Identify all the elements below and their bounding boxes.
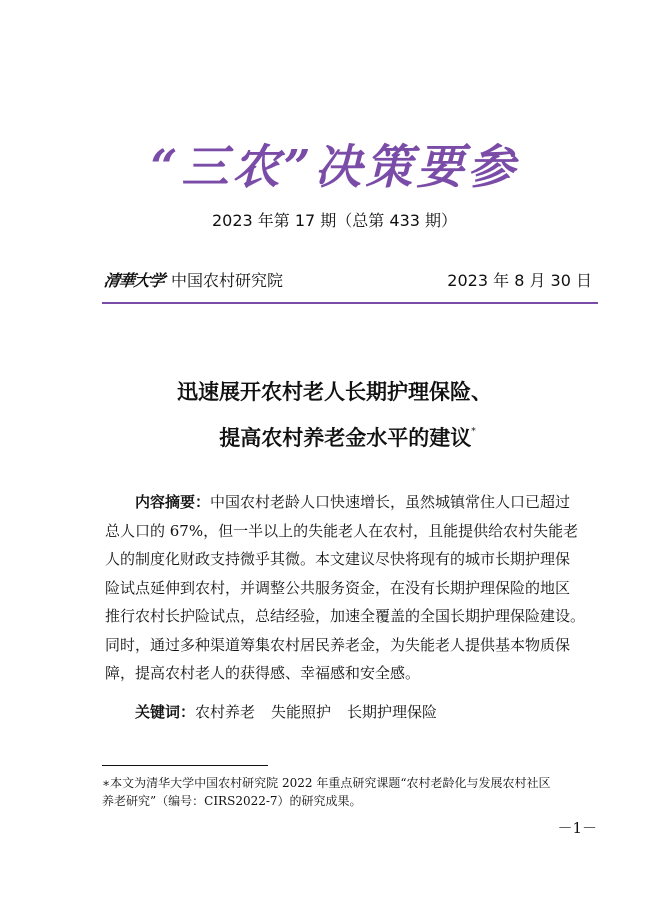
- header-divider: [102, 302, 598, 304]
- abstract-line: 推行农村长护险试点，总结经验，加速全覆盖的全国长期护理保险建设。: [105, 607, 586, 625]
- publication-header: [102, 268, 598, 294]
- footnote-line-1: ∗本文为清华大学中国农村研究院 2022 年重点研究课题“农村老龄化与发展农村社区: [102, 776, 551, 790]
- footnote: [102, 774, 602, 810]
- issue-number: 2023 年第 17 期（总第 433 期）: [211, 211, 458, 230]
- page-number: －1－: [557, 819, 597, 837]
- publication-title: “三农”决策要参: [150, 140, 519, 195]
- abstract-line: 人的制度化财政支持微乎其微。本文建议尽快将现有的城市长期护理保: [105, 550, 571, 568]
- institute-name: 中国农村研究院: [171, 271, 284, 290]
- footnote-marker: *: [471, 427, 476, 437]
- article-title-line-1: 迅速展开农村老人长期护理保险、: [177, 379, 492, 404]
- abstract-line: 障，提高农村老人的获得感、幸福感和安全感。: [105, 664, 421, 682]
- abstract-text: 中国农村老龄人口快速增长，虽然城镇常住人口已超过: [210, 493, 571, 511]
- keywords-label: 关键词：: [135, 703, 196, 721]
- article-title-line-2-text: 提高农村养老金水平的建议: [219, 425, 472, 450]
- publication-date: 2023 年 8 月 30 日: [447, 271, 592, 290]
- abstract: [105, 488, 598, 688]
- keyword: 农村养老: [195, 703, 256, 721]
- footnote-line-2: 养老研究”（编号：CIRS2022-7）的研究成果。: [102, 794, 362, 808]
- footnote-divider: [102, 765, 268, 766]
- abstract-line: 同时，通过多种渠道筹集农村居民养老金，为失能老人提供基本物质保: [105, 635, 571, 654]
- keyword: 长期护理保险: [347, 703, 438, 721]
- abstract-line: 总人口的 67%，但一半以上的失能老人在农村，且能提供给农村失能老: [105, 521, 579, 540]
- abstract-line: [105, 488, 598, 517]
- tsinghua-logo: 清華大学: [102, 271, 166, 290]
- abstract-line: 险试点延伸到农村，并调整公共服务资金，在没有长期护理保险的地区: [105, 578, 571, 597]
- abstract-label: 内容摘要：: [135, 493, 211, 511]
- keywords: [135, 698, 598, 726]
- article-title-line-2: [26, 412, 669, 458]
- article-title: [0, 372, 669, 458]
- keyword: 失能照护: [271, 703, 332, 721]
